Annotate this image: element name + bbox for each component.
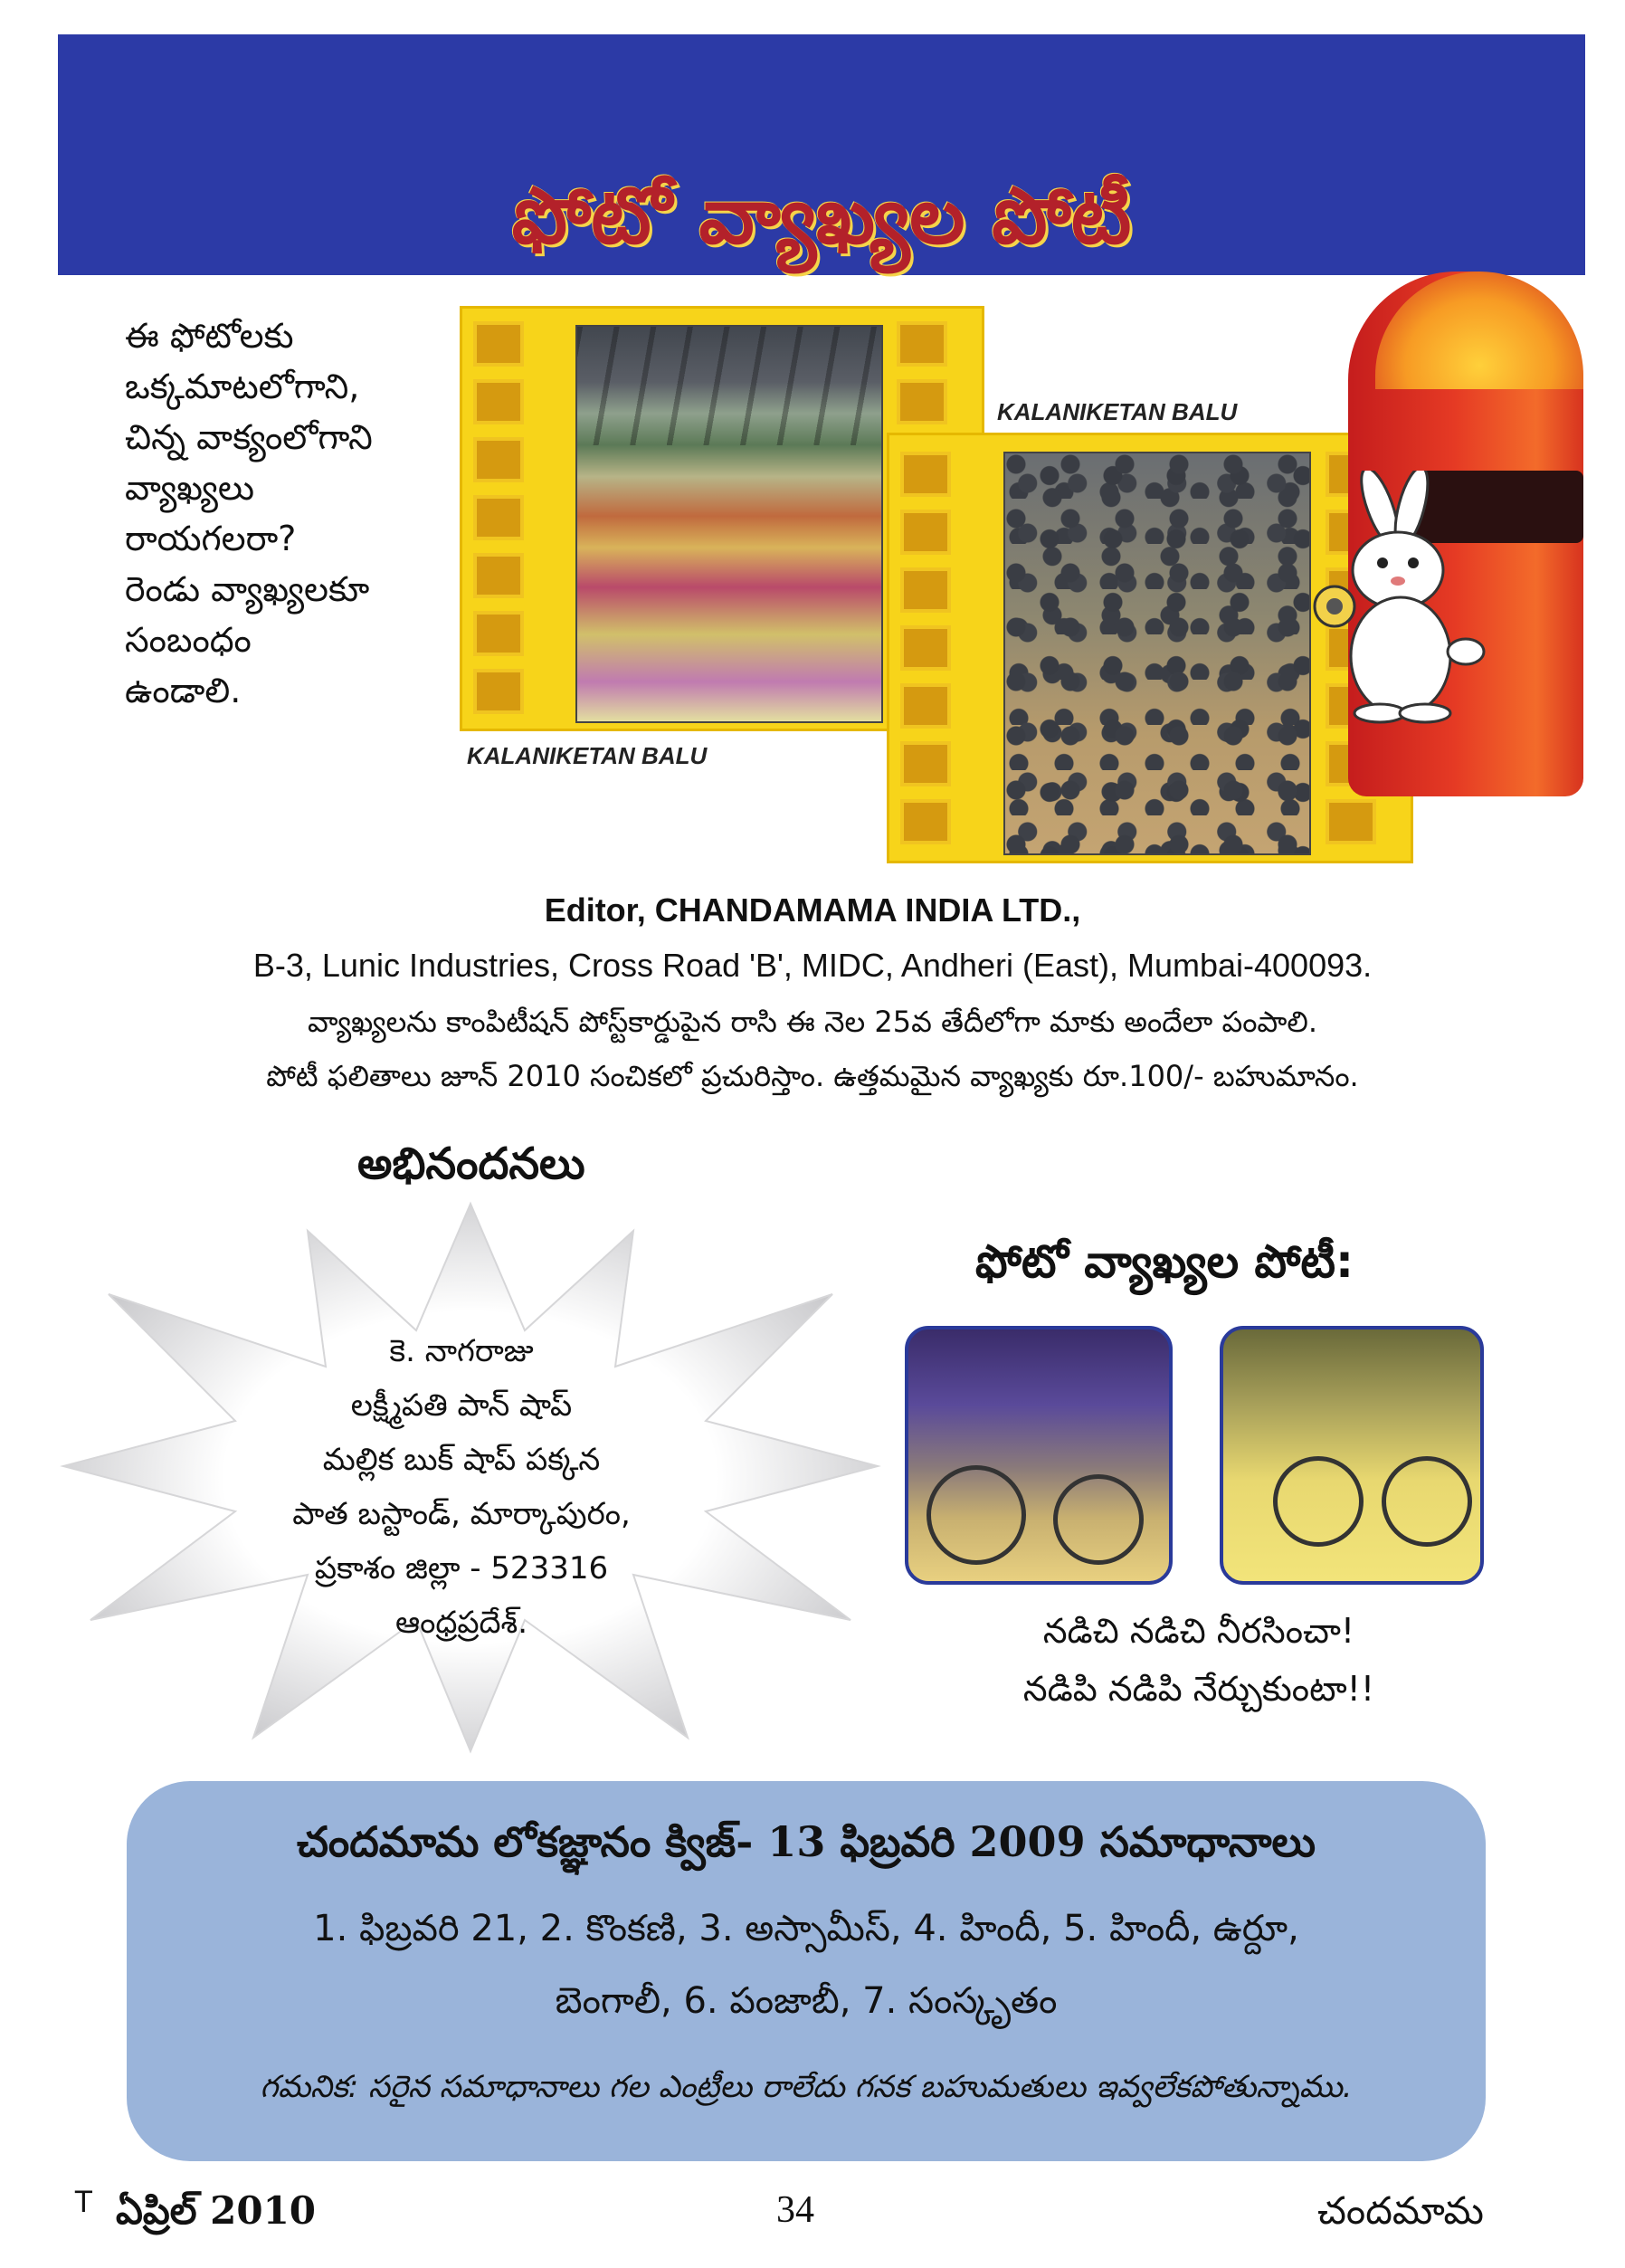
previous-result-heading: ఫోటో వ్యాఖ్యల పోటీ: xyxy=(975,1235,1354,1288)
intro-line: చిన్న వాక్యంలోగాని xyxy=(125,417,373,457)
page-number: 34 xyxy=(776,2189,814,2231)
intro-line: ఉండాలి. xyxy=(125,671,242,710)
stadium-crowd-photo xyxy=(575,325,883,723)
title-banner xyxy=(58,34,1585,275)
pigeons-photo xyxy=(1003,452,1311,855)
winner-line: కె. నాగరాజు xyxy=(389,1333,534,1369)
result-announcement: పోటీ ఫలితాలు జూన్ 2010 సంచికలో ప్రచురిస్తాం. ఉత్తమమైన వ్యాఖ్యకు రూ.100/- బహుమానం. xyxy=(266,1059,1359,1093)
sprocket-column xyxy=(473,321,524,727)
winner-line: మల్లిక బుక్ షాప్ పక్కన xyxy=(322,1442,601,1478)
page-title: ఫోటో వ్యాఖ్యల పోటీ xyxy=(511,170,1132,262)
quiz-answers-line: 1. ఫిబ్రవరి 21, 2. కొంకణి, 3. అస్సామీస్, 4. హిందీ, 5. హిందీ, ఉర్దూ, xyxy=(313,1908,1299,1949)
quiz-answers-line: బెంగాలీ, 6. పంజాబీ, 7. సంస్కృతం xyxy=(555,1980,1058,2022)
issue-date: ఏప్రిల్ 2010 xyxy=(116,2188,317,2233)
intro-line: రెండు వ్యాఖ్యలకూ xyxy=(125,569,370,609)
sprocket-column xyxy=(900,452,951,857)
editor-address-heading: Editor, CHANDAMAMA INDIA LTD., xyxy=(544,891,1081,929)
footer-mark: T xyxy=(74,2185,93,2219)
winner-line: ప్రకాశం జిల్లా - 523316 xyxy=(314,1550,609,1587)
quiz-title: చందమామ లోకజ్ఞానం క్విజ్- 13 ఫిబ్రవరి 2009 సమాధానాలు xyxy=(296,1817,1316,1866)
editor-address: B-3, Lunic Industries, Cross Road 'B', MIDC, Andheri (East), Mumbai-400093. xyxy=(252,947,1373,984)
winner-line: ఆంధ్రప్రదేశ్. xyxy=(394,1605,528,1641)
quiz-note: గమనిక: సరైన సమాధానాలు గల ఎంట్రీలు రాలేదు గనక బహుమతులు ఇవ్వలేకపోతున్నాము. xyxy=(260,2069,1353,2105)
photo-credit: KALANIKETAN BALU xyxy=(997,398,1238,425)
quiz-answers-panel xyxy=(127,1781,1486,2161)
rabbit-mascot-icon xyxy=(1294,471,1493,724)
winning-captions xyxy=(909,1604,1488,1720)
intro-line: సంబంధం xyxy=(125,620,252,660)
photo-credit: KALANIKETAN BALU xyxy=(467,742,708,769)
caption-line: నడిపి నడిపి నేర్చుకుంటా!! xyxy=(1022,1669,1375,1709)
winner-line: లక్ష్మీపతి పాన్ షాప్ xyxy=(350,1387,573,1424)
winner-address xyxy=(199,1326,724,1652)
intro-text xyxy=(125,312,432,718)
intro-line: ఒక్కమాటలోగాని, xyxy=(125,367,360,406)
intro-line: రాయగలరా? xyxy=(125,519,297,558)
rickshaw-photo xyxy=(905,1326,1173,1585)
caption-line: నడిచి నడిచి నీరసించా! xyxy=(1042,1611,1355,1651)
winner-line: పాత బస్టాండ్, మార్కాపురం, xyxy=(292,1496,631,1532)
congratulations-heading: అభినందనలు xyxy=(357,1139,585,1189)
magazine-name: చందమామ xyxy=(1317,2188,1484,2233)
submission-instructions: వ్యాఖ్యలను కాంపిటీషన్ పోస్ట్‌కార్డుపైన రాసి ఈ నెల 25వ తేదీలోగా మాకు అందేలా పంపాలి. xyxy=(307,1005,1318,1039)
intro-line: వ్యాఖ్యలు xyxy=(125,468,254,508)
intro-line: ఈ ఫోటోలకు xyxy=(125,316,294,356)
bicycle-photo xyxy=(1220,1326,1484,1585)
